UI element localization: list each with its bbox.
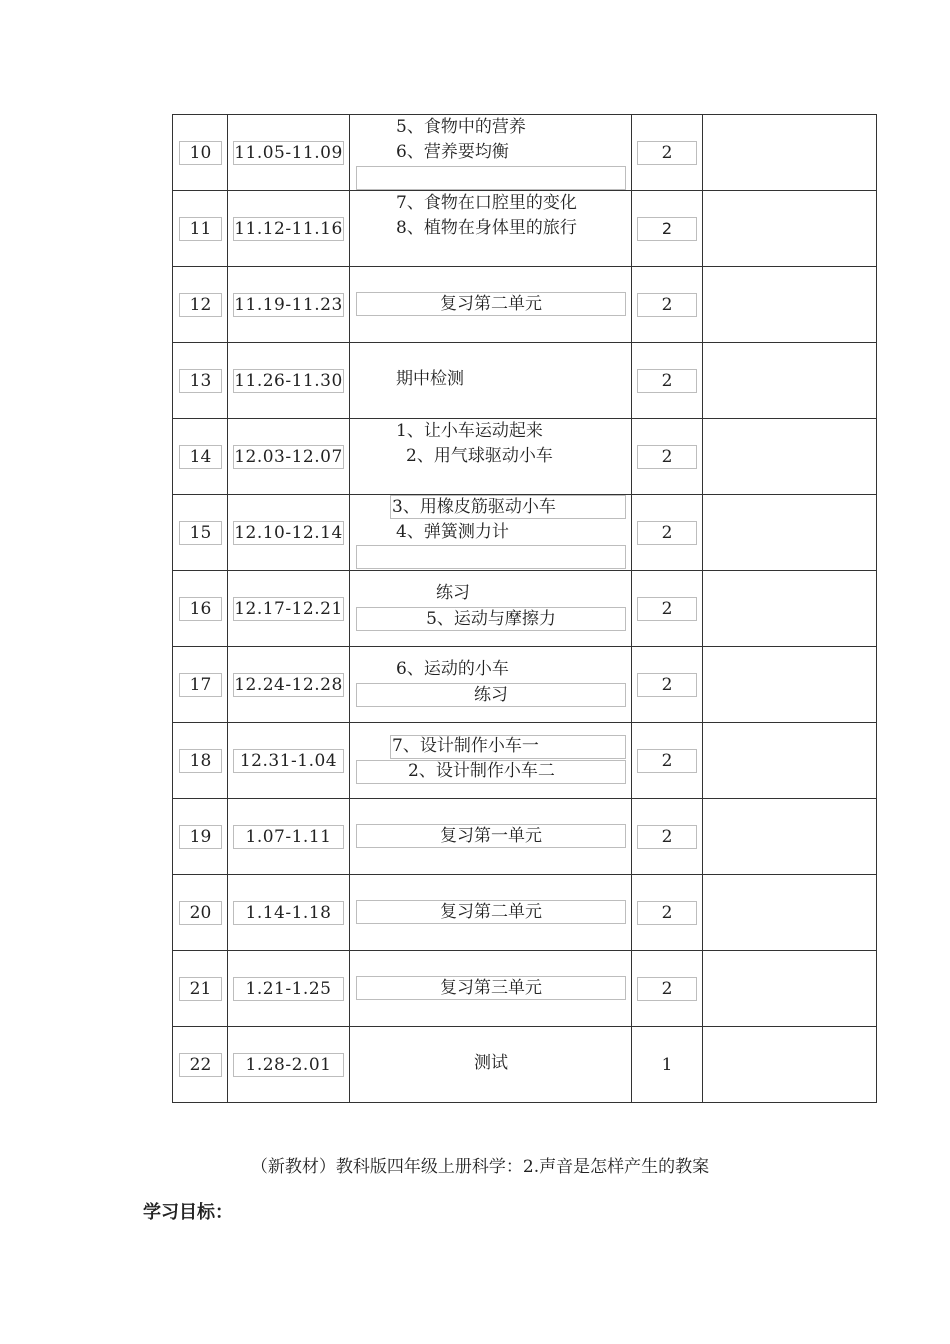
teaching-schedule-table	[172, 114, 877, 1103]
table-row	[173, 647, 877, 723]
week-number: 18	[179, 749, 222, 773]
week-cell	[173, 267, 228, 343]
content-cell	[350, 495, 632, 571]
table-row	[173, 799, 877, 875]
text-frame	[356, 545, 626, 569]
week-cell	[173, 875, 228, 951]
week-number: 13	[179, 369, 222, 393]
week-cell	[173, 343, 228, 419]
week-cell	[173, 1027, 228, 1103]
hours-cell	[632, 951, 703, 1027]
week-cell	[173, 951, 228, 1027]
hours-value: 2	[637, 977, 697, 1001]
hours-value: 2	[637, 825, 697, 849]
hours-cell	[632, 1027, 703, 1103]
hours-cell	[632, 647, 703, 723]
table-row	[173, 951, 877, 1027]
date-cell	[228, 951, 350, 1027]
hours-cell	[632, 115, 703, 191]
week-number: 12	[179, 293, 222, 317]
table-row	[173, 115, 877, 191]
date-cell	[228, 571, 350, 647]
content-cell	[350, 875, 632, 951]
date-range: 11.05-11.09	[234, 142, 343, 163]
hours-cell	[632, 875, 703, 951]
week-cell	[173, 571, 228, 647]
week-cell	[173, 115, 228, 191]
note-cell	[703, 1027, 877, 1103]
week-cell	[173, 419, 228, 495]
table-row	[173, 875, 877, 951]
date-cell	[228, 875, 350, 951]
content-line: 5、运动与摩擦力	[356, 607, 626, 631]
content-line: 7、食物在口腔里的变化	[396, 193, 577, 213]
content-line: 6、运动的小车	[396, 659, 509, 679]
hours-cell	[632, 799, 703, 875]
content-line: 期中检测	[396, 369, 464, 389]
hours-cell	[632, 343, 703, 419]
week-number: 15	[179, 521, 222, 545]
content-line: 1、让小车运动起来	[396, 421, 543, 441]
hours-value: 2	[637, 293, 697, 317]
week-number: 16	[179, 597, 222, 621]
content-cell	[350, 647, 632, 723]
date-cell	[228, 191, 350, 267]
week-cell	[173, 647, 228, 723]
week-cell	[173, 191, 228, 267]
content-line: 4、弹簧测力计	[396, 522, 509, 542]
hours-value: 2	[637, 217, 697, 241]
text-frame	[356, 166, 626, 190]
note-cell	[703, 571, 877, 647]
content-cell	[350, 951, 632, 1027]
content-cell	[350, 115, 632, 191]
note-cell	[703, 343, 877, 419]
content-cell	[350, 571, 632, 647]
date-range: 12.17-12.21	[234, 598, 343, 619]
table-row	[173, 1027, 877, 1103]
content-line: 2、设计制作小车二	[408, 761, 555, 781]
content-line: 6、营养要均衡	[396, 142, 509, 162]
hours-cell	[632, 191, 703, 267]
hours-cell	[632, 495, 703, 571]
hours-value: 2	[637, 749, 697, 773]
content-cell	[350, 723, 632, 799]
content-cell	[350, 799, 632, 875]
week-cell	[173, 799, 228, 875]
week-cell	[173, 495, 228, 571]
content-line: 3、用橡皮筋驱动小车	[392, 497, 556, 517]
hours-value: 2	[637, 141, 697, 165]
date-cell	[228, 115, 350, 191]
date-range: 1.14-1.18	[233, 901, 344, 925]
content-line: 复习第三单元	[356, 976, 626, 1000]
hours-value: 2	[637, 369, 697, 393]
content-cell	[350, 267, 632, 343]
content-line: 测试	[474, 1053, 508, 1073]
hours-value: 2	[637, 597, 697, 621]
content-line: 7、设计制作小车一	[392, 736, 539, 756]
hours-value: 2	[637, 901, 697, 925]
hours-cell	[632, 267, 703, 343]
table-row	[173, 495, 877, 571]
table-row	[173, 723, 877, 799]
week-number: 21	[179, 977, 222, 1001]
content-cell	[350, 1027, 632, 1103]
date-range: 12.31-1.04	[233, 749, 344, 773]
week-number: 10	[179, 141, 222, 165]
week-number: 17	[179, 673, 222, 697]
hours-cell	[632, 571, 703, 647]
hours-value: 2	[637, 445, 697, 469]
note-cell	[703, 951, 877, 1027]
content-cell	[350, 343, 632, 419]
date-cell	[228, 343, 350, 419]
note-cell	[703, 419, 877, 495]
content-line: 2、用气球驱动小车	[406, 446, 553, 466]
table-row	[173, 419, 877, 495]
content-line: 5、食物中的营养	[396, 117, 526, 137]
note-cell	[703, 799, 877, 875]
date-cell	[228, 419, 350, 495]
date-cell	[228, 1027, 350, 1103]
content-cell	[350, 419, 632, 495]
date-range: 1.28-2.01	[233, 1053, 344, 1077]
note-cell	[703, 267, 877, 343]
content-line: 复习第一单元	[356, 824, 626, 848]
table-row	[173, 343, 877, 419]
date-range: 12.10-12.14	[234, 522, 343, 543]
content-cell	[350, 191, 632, 267]
content-line: 复习第二单元	[356, 292, 626, 316]
week-number: 14	[179, 445, 222, 469]
content-line: 8、植物在身体里的旅行	[396, 218, 577, 238]
date-range: 1.07-1.11	[233, 825, 344, 849]
note-cell	[703, 723, 877, 799]
week-number: 19	[179, 825, 222, 849]
content-line: 练习	[356, 683, 626, 707]
hours-value: 2	[637, 673, 697, 697]
date-cell	[228, 495, 350, 571]
table-row	[173, 571, 877, 647]
note-cell	[703, 191, 877, 267]
week-number: 22	[179, 1053, 222, 1077]
date-cell	[228, 799, 350, 875]
note-cell	[703, 875, 877, 951]
date-cell	[228, 267, 350, 343]
note-cell	[703, 115, 877, 191]
document-title: （新教材）教科版四年级上册科学：2.声音是怎样产生的教案	[250, 1157, 710, 1177]
date-range: 1.21-1.25	[233, 977, 344, 1001]
week-number: 20	[179, 901, 222, 925]
table-row	[173, 267, 877, 343]
content-line: 复习第二单元	[356, 900, 626, 924]
note-cell	[703, 495, 877, 571]
section-heading: 学习目标：	[143, 1202, 233, 1223]
content-line: 练习	[436, 583, 470, 603]
hours-cell	[632, 723, 703, 799]
hours-cell	[632, 419, 703, 495]
hours-value: 2	[637, 521, 697, 545]
week-number: 11	[179, 217, 222, 241]
date-range: 11.26-11.30	[234, 370, 343, 391]
date-range: 11.19-11.23	[234, 294, 343, 315]
date-range: 12.24-12.28	[234, 674, 343, 695]
hours-value: 1	[661, 1054, 673, 1075]
date-cell	[228, 723, 350, 799]
note-cell	[703, 647, 877, 723]
week-cell	[173, 723, 228, 799]
date-cell	[228, 647, 350, 723]
date-range: 12.03-12.07	[234, 446, 343, 467]
date-range: 11.12-11.16	[234, 218, 343, 239]
table-row	[173, 191, 877, 267]
